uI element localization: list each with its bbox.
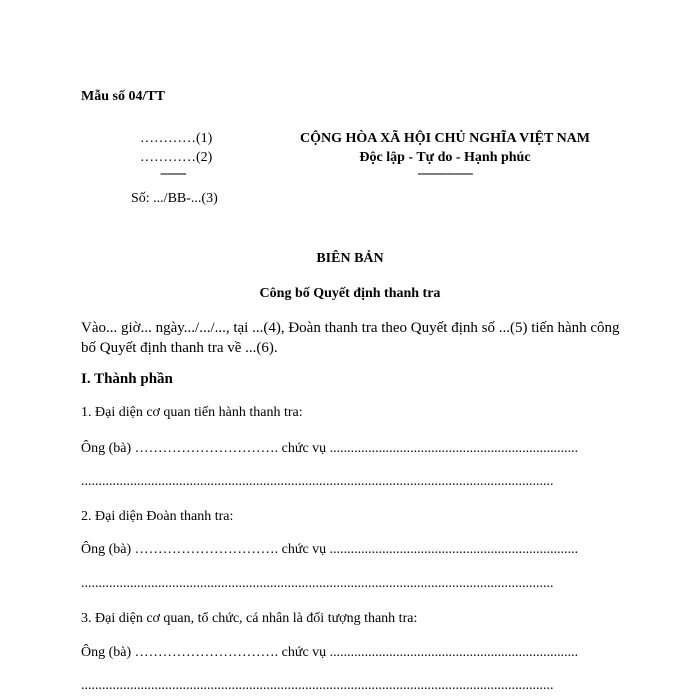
dotted-line: ....................................................................................................................................... [81,678,554,693]
item-label: 3. Đại diện cơ quan, tổ chức, cá nhân là đối tượng thanh tra: [81,611,418,626]
item-label: 2. Đại diện Đoàn thanh tra: [81,509,234,524]
item-label: 1. Đại diện cơ quan tiến hành thanh tra: [81,405,303,420]
dotted-line: ....................................................................................................................................... [81,474,554,489]
document-number: Số: .../BB-...(3) [131,191,218,206]
country-name: CỘNG HÒA XÃ HỘI CHỦ NGHĨA VIỆT NAM [299,131,590,146]
document-subtitle: Công bố Quyết định thanh tra [259,286,441,301]
document-title: BIÊN BẢN [316,251,384,266]
person-line: Ông (bà) …………………………. chức vụ ....................................................................... [81,645,579,660]
section-heading: I. Thành phần [81,371,173,387]
agency-line-1: …………(1) [140,131,213,146]
person-line: Ông (bà) …………………………. chức vụ ....................................................................... [81,542,579,557]
agency-line-2: …………(2) [140,150,213,165]
national-motto: Độc lập - Tự do - Hạnh phúc [359,150,531,165]
intro-paragraph: Vào... giờ... ngày.../.../..., tại ...(4), Đoàn thanh tra theo Quyết định số ...(5) tiến hành công bố Quyết định thanh tra về ...(6). [81,320,620,356]
form-number: Mẫu số 04/TT [81,89,166,104]
left-header-divider: ------- [160,166,186,181]
dotted-line: ....................................................................................................................................... [81,576,554,591]
right-header-divider: --------------- [417,166,473,181]
person-line: Ông (bà) …………………………. chức vụ ....................................................................... [81,441,579,456]
